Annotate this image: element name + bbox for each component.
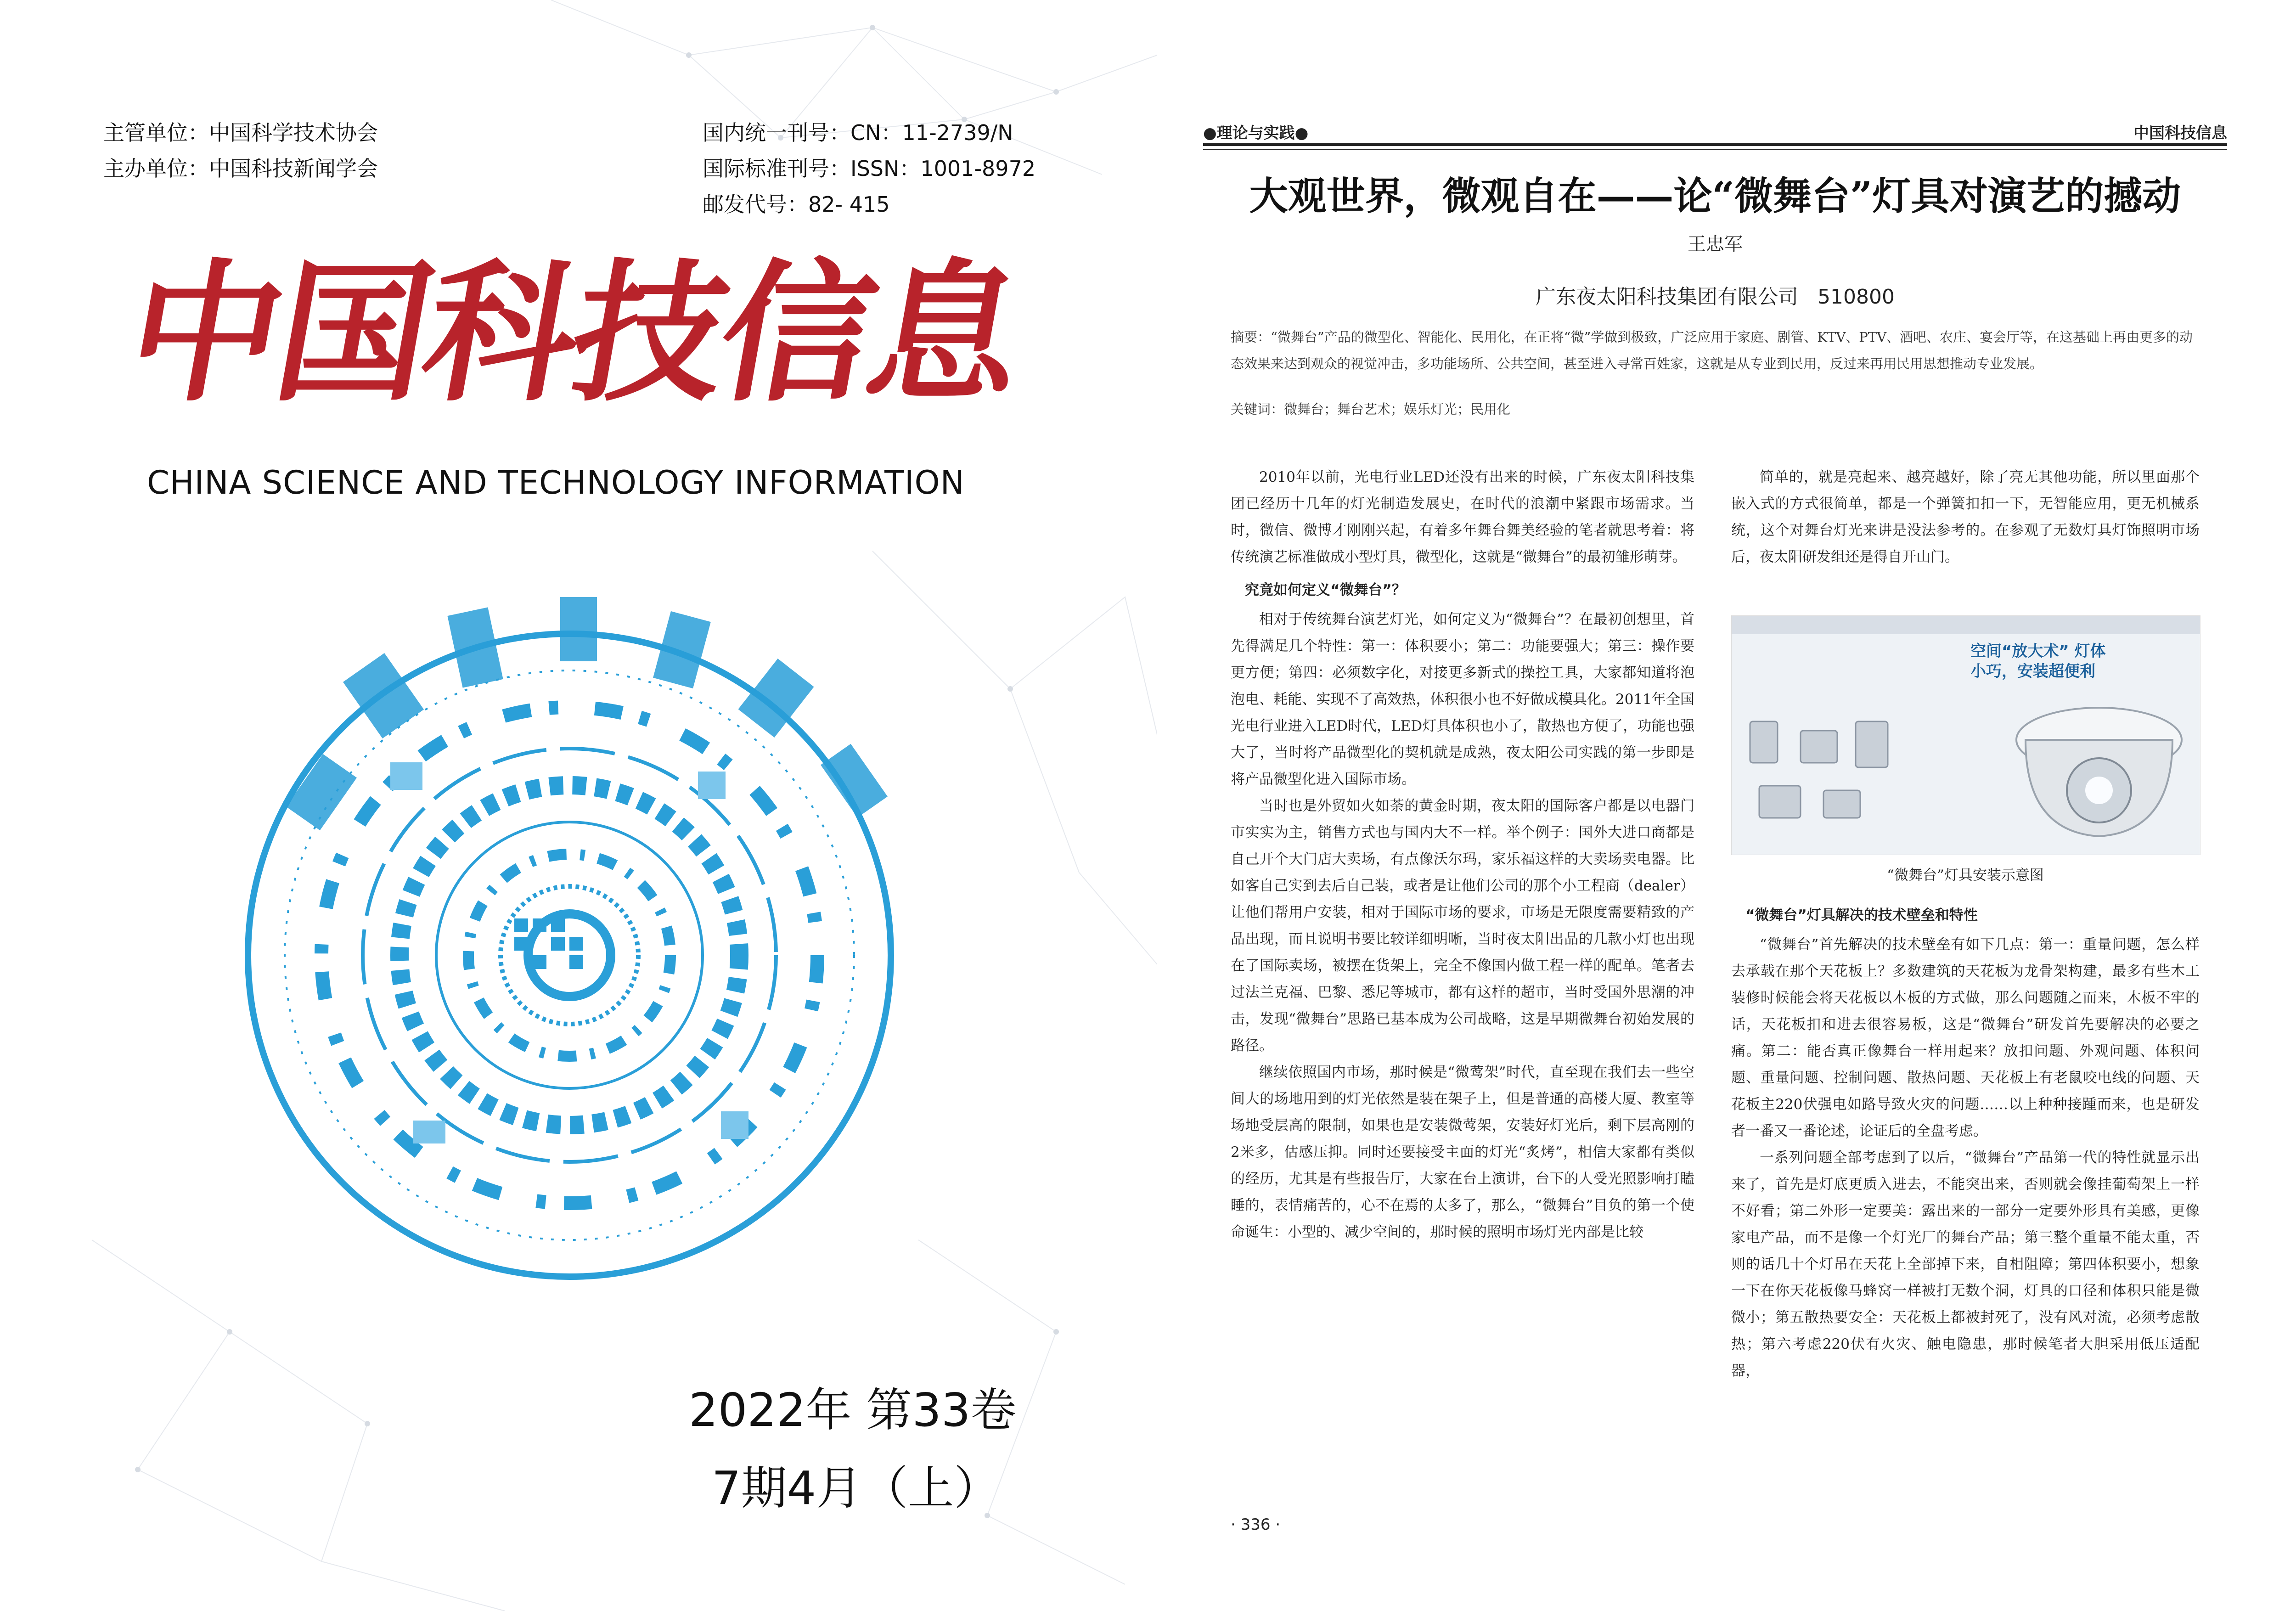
header-rule bbox=[1203, 143, 2227, 146]
author-affiliation bbox=[1203, 280, 2227, 310]
sponsor-value: 中国科学技术协会 bbox=[209, 120, 378, 145]
journal-title: 中国科技信息 bbox=[115, 244, 1034, 422]
sponsor-label: 主管单位： bbox=[103, 120, 209, 145]
org-zip: 510800 bbox=[1818, 285, 1895, 309]
body-paragraph: 继续依照国内市场，那时候是“微莺架”时代，直至现在我们去一些空间大的场地用到的灯光依然是装在架子上，但是普通的高楼大厦、教室等场地受层高的限制，如果也是安装微莺架，安装好灯光后，剩下层高刚的2米多，估感压抑。同时还要接受主面的灯光“炙烤”，相信大家都有类似的经历，尤其是有些报告厅，大家在台上演讲，台下的人受光照影响打瞌睡的，表情痛苦的，心不在焉的太多了，那么，“微舞台”目负的第一个使命诞生：小型的、减少空间的，那时候的照明市场灯光内部是比较 bbox=[1231, 1064, 1694, 1240]
lamp-illustration bbox=[1732, 616, 2200, 855]
host-label: 主办单位： bbox=[103, 156, 209, 181]
org-name: 广东夜太阳科技集团有限公司 bbox=[1536, 285, 1799, 309]
issn-value: 1001-8972 bbox=[920, 156, 1036, 181]
section-heading: “微舞台”灯具解决的技术壁垒和特性 bbox=[1745, 907, 1978, 924]
article-abstract: 摘要：“微舞台”产品的微型化、智能化、民用化，在正将“微”学做到极致，广泛应用于家庭、剧管、KTV、PTV、酒吧、农庄、宴会厅等，在这基础上再由更多的动态效果来达到观众的视觉冲击，多功能场所、公共空间，甚至进入寻常百姓家，这就是从专业到民用，反过来再用民用思想推动专业发展。 bbox=[1231, 329, 2193, 372]
article-keywords: 关键词：微舞台；舞台艺术；娱乐灯光；民用化 bbox=[1231, 401, 1511, 417]
year-volume: 2022年 第33卷 bbox=[689, 1383, 1017, 1437]
body-column-1 bbox=[1231, 464, 1694, 1502]
cn-value: 11-2739/N bbox=[902, 120, 1013, 145]
body-paragraph: “微舞台”首先解决的技术壁垒有如下几点：第一：重量问题，怎么样去承载在那个天花板上？多数建筑的天花板为龙骨架构建，最多有些木工装修时候能会将天花板以木板的方式做，那么问题随之而来，木板不牢的话，天花板扣和进去很容易板，这是“微舞台”研发首先要解决的必要之痛。第二：能否真正像舞台一样用起来？放扣问题、外观问题、体积问题、重量问题、控制问题、散热问题、天花板上有老鼠咬电线的问题、天花板主220伏强电如路导致火灾的问题……以上种种接踵而来，也是研发者一番又一番论述，论证后的全盘考虑。 bbox=[1731, 936, 2200, 1139]
body-paragraph: 相对于传统舞台演艺灯光，如何定义为“微舞台”？在最初创想里，首先得满足几个特性：第一：体积要小；第二：功能要强大；第三：操作要更方便；第四：必须数字化，对接更多新式的操控工具，大家都知道将泡泡电、耗能、实现不了高效热，体积很小也不好做成模具化。2011年全国光电行业进入LED时代，LED灯具体积也小了，散热也方便了，功能也强大了，当时将产品微型化的契机就是成熟，夜太阳公司实践的第一步即是将产品微型化进入国际市场。 bbox=[1231, 611, 1694, 788]
issn-label: 国际标准刊号：ISSN： bbox=[703, 156, 921, 181]
article-page-left bbox=[1203, 0, 2227, 1611]
publisher-info bbox=[103, 115, 378, 186]
body-column-2-bottom bbox=[1731, 896, 2200, 1502]
issue-number: 7期4月（上） bbox=[712, 1461, 1000, 1515]
postal-label: 邮发代号： bbox=[703, 192, 808, 217]
body-paragraph: 2010年以前，光电行业LED还没有出来的时候，广东夜太阳科技集团已经历十几年的灯光制造发展史，在时代的浪潮中紧跟市场需求。当时，微信、微博才刚刚兴起，有着多年舞台舞美经验的笔者就思考着：将传统演艺标准做成小型灯具，微型化，这就是“微舞台”的最初雏形萌芽。 bbox=[1231, 469, 1694, 565]
body-paragraph: 当时也是外贸如火如荼的黄金时期，夜太阳的国际客户都是以电器门市实实为主，销售方式也与国内大不一样。举个例子：国外大进口商都是自己开个大门店大卖场，有点像沃尔玛，家乐福这样的大卖场卖电器。比如客自己实到去后自己装，或者是让他们公司的那个小工程商（dealer）让他们帮用户安装，相对于国际市场的要求，市场是无限度需要精致的产品出现，而且说明书要比较详细明晰，当时夜太阳出品的几款小灯也出现在了国际卖场，被摆在货架上，完全不像国内做工程一样的配单。笔者去过法兰克福、巴黎、悉尼等城市，都有这样的超市，当时受国外思潮的冲击，发现“微舞台”思路已基本成为公司战略，这是早期微舞台初始发展的路径。 bbox=[1231, 798, 1694, 1054]
section-heading: 究竟如何定义“微舞台”？ bbox=[1245, 582, 1406, 598]
journal-name-header: 中国科技信息 bbox=[2133, 124, 2227, 142]
registration-info bbox=[703, 115, 1035, 222]
article-author: 王忠军 bbox=[1688, 234, 1743, 255]
postal-value: 82- 415 bbox=[808, 192, 890, 217]
cn-label: 国内统一刊号：CN： bbox=[703, 120, 902, 145]
body-column-2-top bbox=[1731, 464, 2200, 620]
figure-caption: “微舞台”灯具安装示意图 bbox=[1887, 867, 2044, 884]
running-header bbox=[1203, 120, 2227, 146]
circular-tech-graphic bbox=[239, 579, 951, 1290]
section-label: ●理论与实践● bbox=[1203, 124, 1309, 142]
article-title: 大观世界，微观自在——论“微舞台”灯具对演艺的撼动 bbox=[1249, 173, 2181, 219]
figure-label: 空间“放大术” 灯体小巧，安装超便利 bbox=[1970, 642, 2106, 681]
body-paragraph: 简单的，就是亮起来、越亮越好，除了亮无其他功能，所以里面那个嵌入式的方式很简单，都是一个弹簧扣扣一下，无智能应用，更无机械系统，这个对舞台灯光来讲是没法参考的。在参观了无数灯具灯饰照明市场后，夜太阳研发组还是得自开山门。 bbox=[1731, 469, 2200, 565]
page-number: · 336 · bbox=[1231, 1515, 1281, 1534]
journal-title-english: CHINA SCIENCE AND TECHNOLOGY INFORMATION bbox=[147, 464, 965, 501]
host-value: 中国科技新闻学会 bbox=[209, 156, 378, 181]
header-rule-thin bbox=[1203, 149, 2227, 150]
body-paragraph: 一系列问题全部考虑到了以后，“微舞台”产品第一代的特性就显示出来了，首先是灯底更质入进去，不能突出来，否则就会像挂葡萄架上一样不好看；第二外形一定要美：露出来的一部分一定要外形具有美感，更像家电产品，而不是像一个灯光厂的舞台产品；第三整个重量不能太重，否则的话几十个灯吊在天花上全部掉下来，自相阻障；第四体积要小，想象一下在你天花板像马蜂窝一样被打无数个洞，灯具的口径和体积只能是微微小；第五散热要安全：天花板上都被封死了，没有风对流，必须考虑散热；第六考虑220伏有火灾、触电隐患，那时候笔者大胆采用低压适配器， bbox=[1731, 1149, 2200, 1379]
figure-install-diagram bbox=[1731, 615, 2200, 855]
